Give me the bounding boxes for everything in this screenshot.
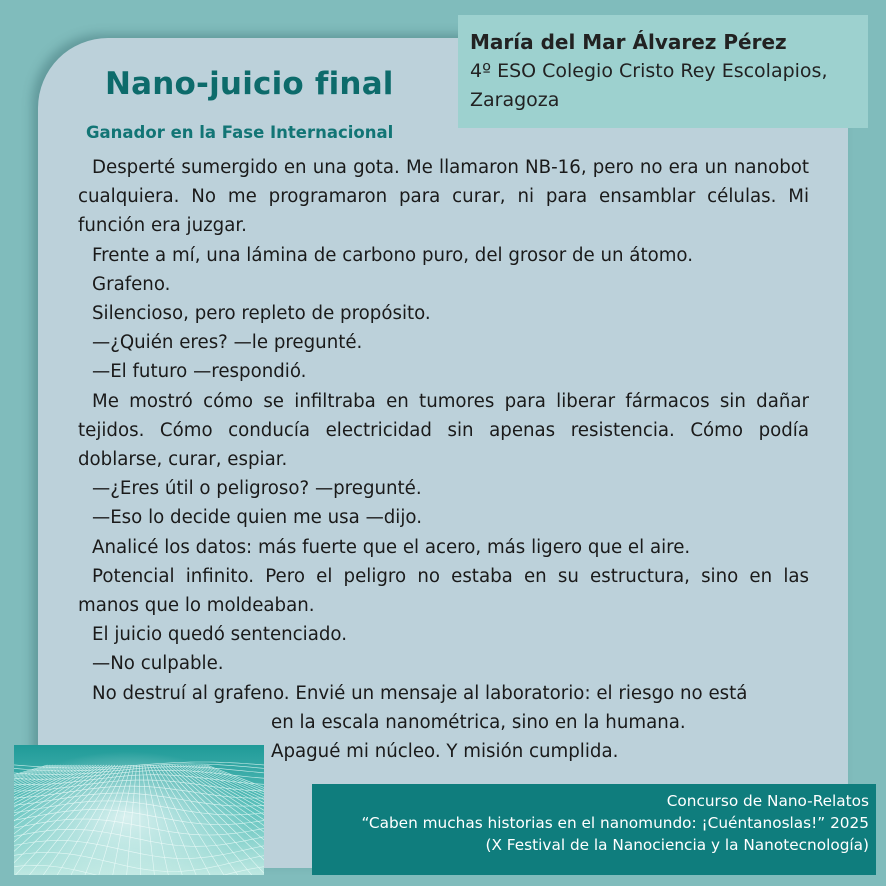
- story-paragraph: Grafeno.: [92, 273, 171, 295]
- story-paragraph: El juicio quedó sentenciado.: [92, 624, 348, 646]
- story-paragraph: Me mostró cómo se infiltraba en tumores para liberar fármacos sin dañar tejidos. Cómo conducía electricidad sin apenas resistencia. Cómo podía doblarse, curar, espiar.: [78, 390, 809, 471]
- story-text: [78, 153, 809, 766]
- story-paragraph: Desperté sumergido en una gota. Me llamaron NB-16, pero no era un nanobot cualquiera. No me programaron para curar, ni para ensamblar células. Mi función era juzgar.: [78, 157, 809, 237]
- story-paragraph: —El futuro —respondió.: [92, 361, 307, 383]
- story-paragraph: Silencioso, pero repleto de propósito.: [92, 303, 431, 325]
- award-subtitle: Ganador en la Fase Internacional: [86, 123, 394, 142]
- story-paragraph: —¿Eres útil o peligroso? —pregunté.: [92, 478, 422, 500]
- story-paragraph: —No culpable.: [92, 653, 224, 675]
- contest-motto: “Caben muchas historias en el nanomundo: ¡Cuéntanoslas!” 2025: [361, 814, 869, 832]
- story-paragraph: —Eso lo decide quien me usa —dijo.: [92, 507, 422, 529]
- story-paragraph: Apagué mi núcleo. Y misión cumplida.: [271, 741, 619, 763]
- contest-name: Concurso de Nano-Relatos: [666, 792, 869, 810]
- story-paragraph: Analicé los datos: más fuerte que el acero, más ligero que el aire.: [92, 536, 691, 558]
- story-paragraph: No destruí al grafeno. Envié un mensaje al laboratorio: el riesgo no está: [92, 682, 748, 704]
- story-paragraph: en la escala nanométrica, sino en la humana.: [271, 711, 686, 733]
- author-box: [458, 15, 868, 128]
- contest-banner: [312, 784, 876, 875]
- author-affiliation: 4º ESO Colegio Cristo Rey Escolapios, Zaragoza: [470, 60, 828, 111]
- page-title: Nano-juicio final: [105, 66, 394, 102]
- story-paragraph: Potencial infinito. Pero el peligro no estaba en su estructura, sino en las manos que lo moldeaban.: [78, 565, 809, 617]
- festival-name: (X Festival de la Nanociencia y la Nanotecnología): [485, 836, 869, 854]
- author-name: María del Mar Álvarez Pérez: [470, 30, 787, 54]
- graphene-lattice-image: [14, 745, 264, 875]
- story-paragraph: Frente a mí, una lámina de carbono puro, del grosor de un átomo.: [92, 244, 694, 266]
- story-paragraph: —¿Quién eres? —le pregunté.: [92, 332, 363, 354]
